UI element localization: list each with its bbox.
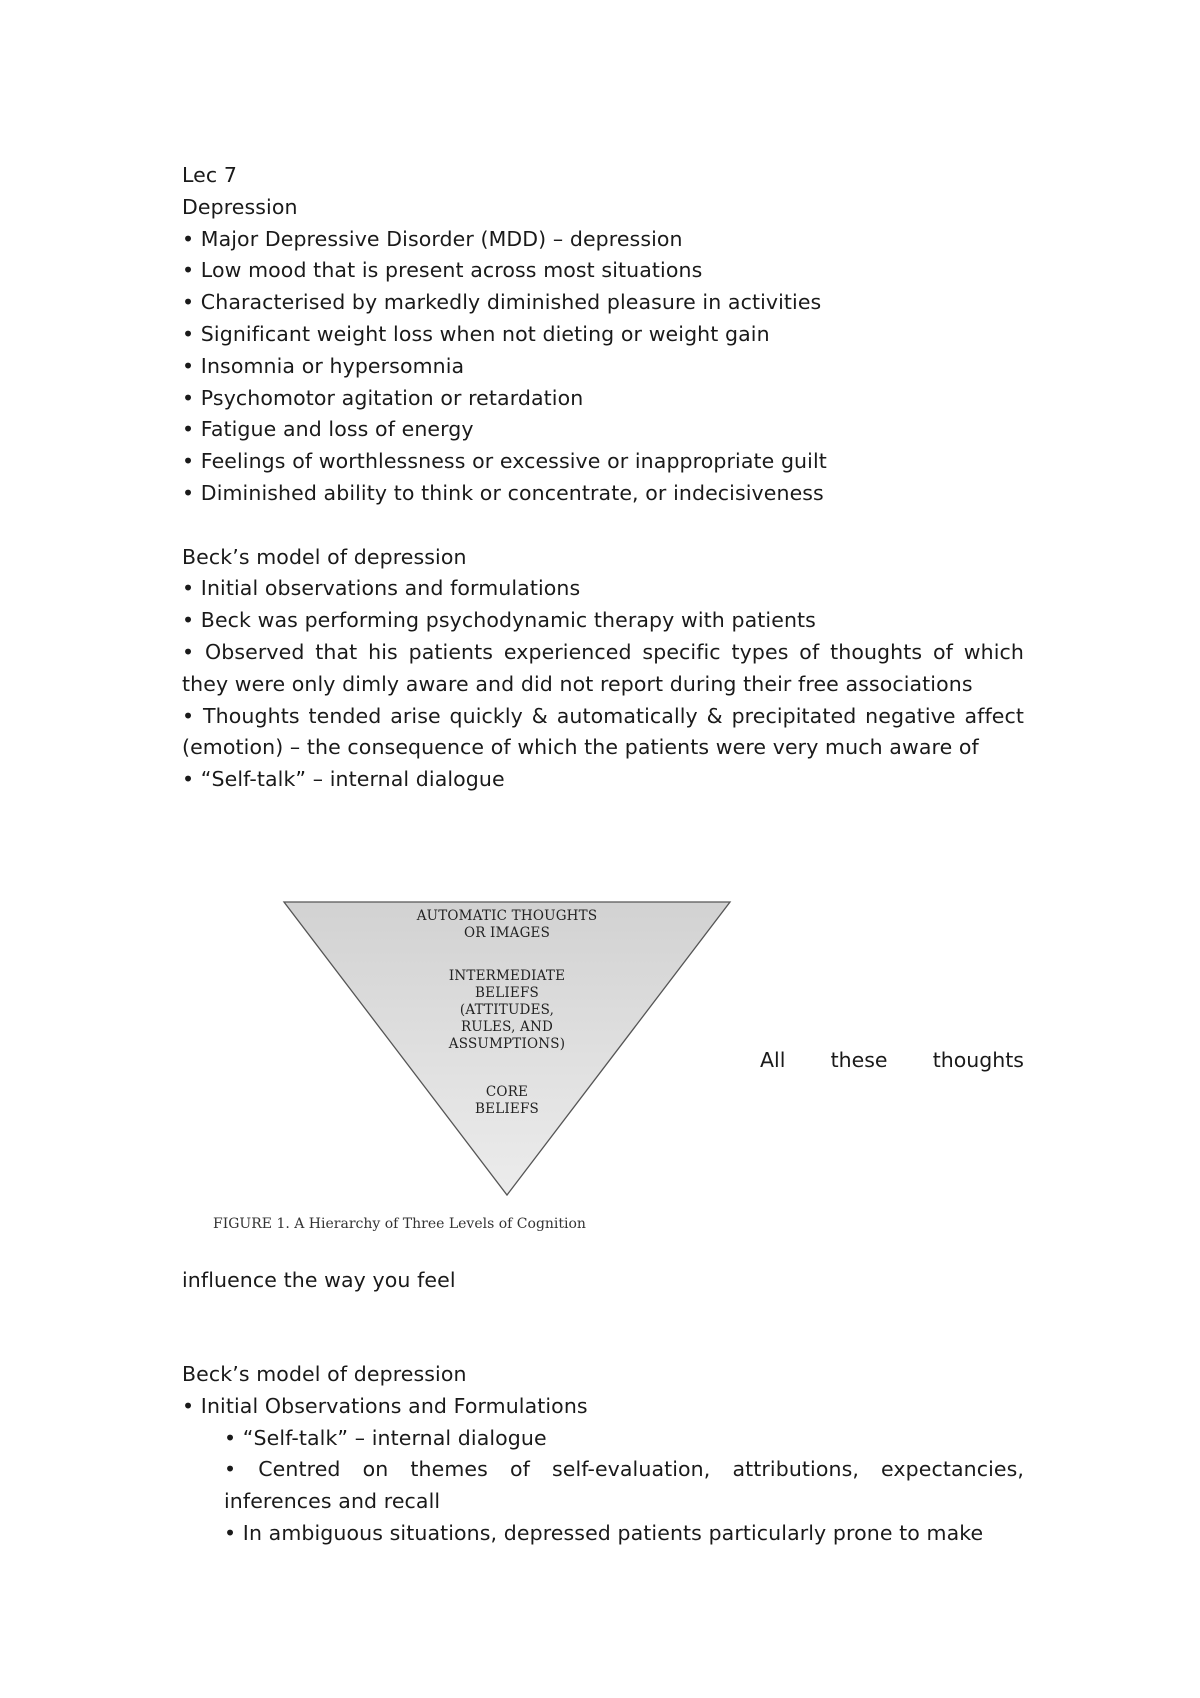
core-beliefs-label bbox=[210, 1084, 804, 1118]
figure-caption: FIGURE 1. A Hierarchy of Three Levels of Cognition bbox=[213, 1216, 586, 1232]
list-item: • Insomnia or hypersomnia bbox=[182, 353, 465, 378]
list-item: • “Self-talk” – internal dialogue bbox=[182, 767, 505, 792]
list-item: • Diminished ability to think or concentrate, or indecisiveness bbox=[182, 480, 824, 505]
topic-heading: Depression bbox=[182, 194, 298, 219]
side-word: All bbox=[760, 1048, 786, 1072]
list-item: • Beck was performing psychodynamic therapy with patients bbox=[182, 608, 816, 633]
lecture-label: Lec 7 bbox=[182, 163, 238, 187]
section-heading: Beck’s model of depression bbox=[182, 544, 467, 569]
sub-list-item: • Centred on themes of self-evaluation, attributions, expectancies, inferences and recall bbox=[224, 1457, 1024, 1514]
list-item: • Psychomotor agitation or retardation bbox=[182, 385, 584, 410]
list-item: • Thoughts tended arise quickly & automatically & precipitated negative affect (emotion) – the consequence of which the patients were very much aware of bbox=[182, 703, 1024, 760]
section-heading: Beck’s model of depression bbox=[182, 1362, 467, 1386]
continuation-text: influence the way you feel bbox=[182, 1268, 456, 1292]
list-item: • Significant weight loss when not dieting or weight gain bbox=[182, 321, 770, 346]
side-word: thoughts bbox=[932, 1048, 1024, 1072]
label-line: INTERMEDIATE bbox=[448, 968, 566, 984]
label-line: BELIEFS bbox=[475, 1101, 539, 1117]
label-line: (ATTITUDES, bbox=[459, 1002, 555, 1018]
label-line: CORE bbox=[485, 1084, 529, 1100]
list-item: • Low mood that is present across most situations bbox=[182, 258, 703, 283]
list-item: • Initial observations and formulations bbox=[182, 576, 581, 601]
side-word: these bbox=[830, 1048, 888, 1072]
list-item: • Initial Observations and Formulations bbox=[182, 1393, 588, 1418]
list-item: • Feelings of worthlessness or excessive or inappropriate guilt bbox=[182, 449, 827, 474]
cognition-hierarchy-figure bbox=[210, 890, 740, 1240]
label-line: OR IMAGES bbox=[463, 925, 551, 941]
sub-list-item: • In ambiguous situations, depressed patients particularly prone to make bbox=[224, 1520, 984, 1545]
continuation-block bbox=[182, 1265, 1024, 1297]
list-item: • Fatigue and loss of energy bbox=[182, 417, 474, 442]
side-text bbox=[760, 1045, 1024, 1077]
list-item: • Characterised by markedly diminished pleasure in activities bbox=[182, 290, 822, 315]
spacer bbox=[182, 510, 1024, 542]
list-item: • Major Depressive Disorder (MDD) – depression bbox=[182, 226, 683, 251]
intermediate-beliefs-label bbox=[210, 968, 804, 1053]
sub-list-item: • “Self-talk” – internal dialogue bbox=[224, 1425, 547, 1450]
notes-block-bottom bbox=[182, 1359, 1024, 1550]
label-line: RULES, AND bbox=[460, 1019, 554, 1035]
notes-block-top bbox=[182, 160, 1024, 796]
label-line: AUTOMATIC THOUGHTS bbox=[416, 908, 598, 924]
label-line: BELIEFS bbox=[475, 985, 539, 1001]
list-item: • Observed that his patients experienced specific types of thoughts of which they were only dimly aware and did not report during their free associations bbox=[182, 639, 1024, 696]
label-line: ASSUMPTIONS) bbox=[448, 1036, 566, 1052]
automatic-thoughts-label bbox=[210, 908, 804, 942]
